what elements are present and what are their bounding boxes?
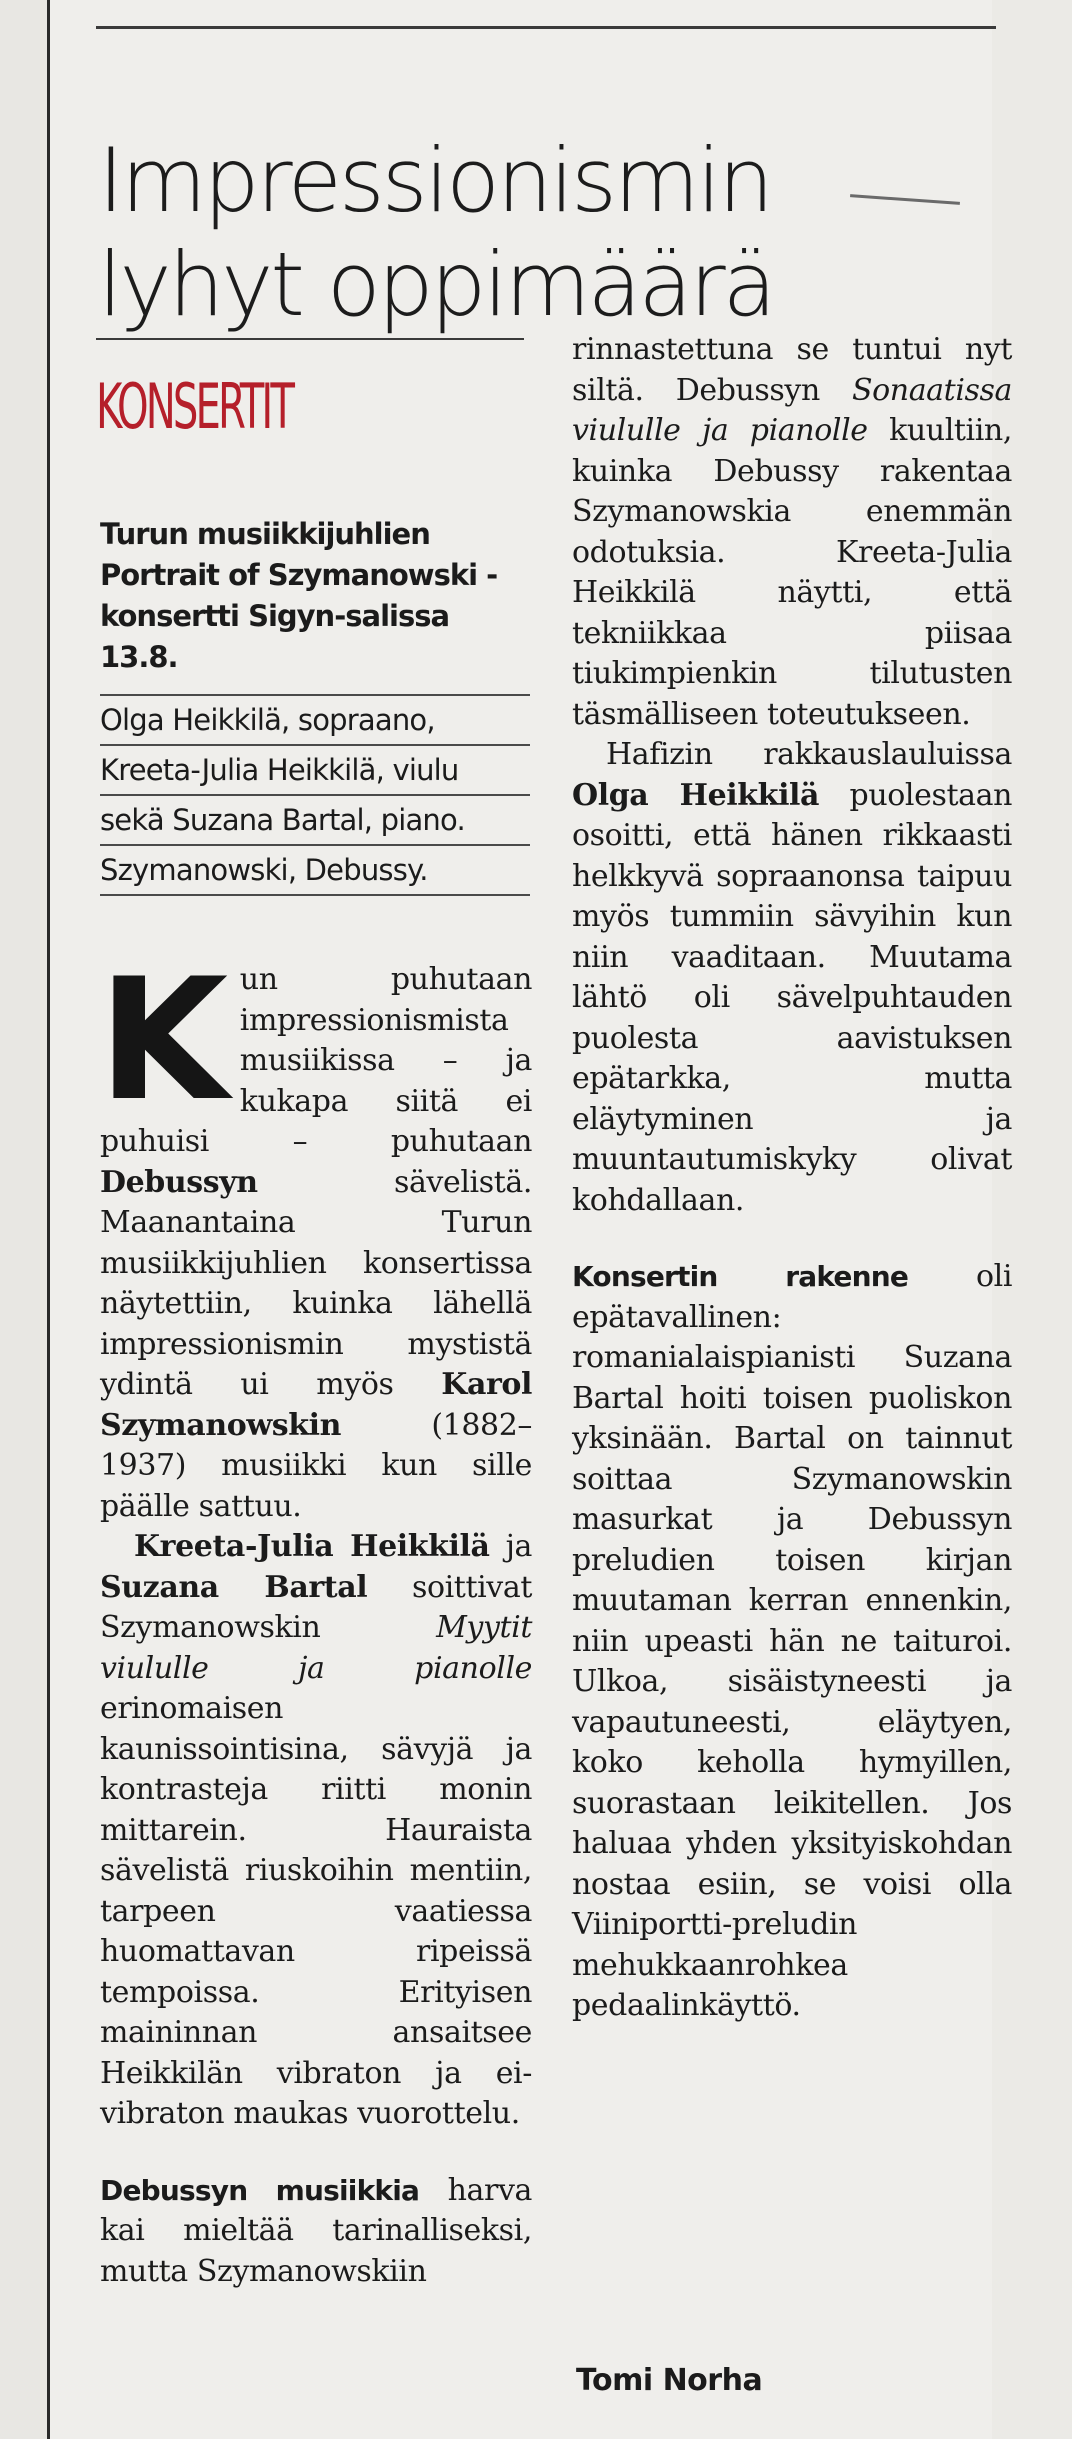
body-column-2 — [572, 330, 1012, 2027]
work-title: Myytit viululle ja pianolle — [100, 1610, 532, 1686]
text-run: erinomaisen kaunissointisina, sävyjä ja kontrasteja riitti monin mittarein. Hauraista sävelistä riuskoihin mentiin, tarpeen vaatiessa huomattavan ripeissä tempoissa. Erityisen maininnan ansaitsee Heikkilän vibraton ja ei-vibraton maukas vuorottelu. — [100, 1691, 532, 2131]
name-debussy: Debussyn — [100, 1164, 258, 1200]
performer-line: Kreeta-Julia Heikkilä, viulu — [100, 744, 530, 794]
performer-line: Szymanowski, Debussy. — [100, 844, 530, 896]
name-kreeta-julia: Kreeta-Julia Heikkilä — [134, 1529, 490, 1564]
body-column-1 — [98, 942, 532, 2292]
text-run: sävelistä. Maanantaina Turun musiikkijuhlien konsertissa näytettiin, kuinka lähellä impressionismin mystistä ydintä ui myös — [100, 1164, 532, 1402]
top-rule — [96, 26, 996, 29]
name-szymanowski: Karol Szymanowskin — [100, 1367, 532, 1443]
author-byline: Tomi Norha — [576, 2363, 763, 2398]
headline-line-2: lyhyt oppimäärä — [98, 232, 774, 336]
paragraph-myytit — [100, 1527, 532, 2135]
paragraph-lead: Debussyn musiikkia — [100, 2173, 420, 2207]
text-run: puolestaan osoitti, että hänen rikkaasti helkkyvä sopraanonsa taipuu myös tummiin sävyihin kun niin vaaditaan. Muutama lähtö oli sävelpuhtauden puolesta aavistuksen epätarkka, mutta eläytyminen ja muuntautumiskyky olivat kohdallaan. — [572, 777, 1012, 1218]
event-info: Turun musiikkijuhlien Portrait of Szymanowski -konsertti Sigyn-salissa 13.8. — [100, 517, 498, 674]
text-run: ja — [489, 1529, 532, 1564]
paragraph-debussy — [100, 2171, 532, 2293]
text-run: harva kai mieltää tarinalliseksi, mutta Szymanowskiin — [100, 2172, 532, 2289]
performer-line: Olga Heikkilä, sopraano, — [100, 694, 530, 744]
drop-cap: K — [98, 942, 228, 1138]
kicker-top-rule — [96, 338, 524, 340]
headline-line-1: Impressionismin — [98, 128, 771, 232]
paragraph-structure — [572, 1257, 1012, 2027]
paragraph-hafiz — [572, 735, 1012, 1221]
text-run: un puhutaan impressionismista musiikissa – ja kukapa siitä ei puhuisi – puhutaan — [100, 962, 532, 1159]
performer-line: sekä Suzana Bartal, piano. — [100, 794, 530, 844]
paragraph-lead: Konsertin rakenne — [572, 1260, 909, 1293]
text-run: (1882–1937) musiikki kun sille päälle sattuu. — [100, 1407, 532, 1524]
section-kicker: KONSERTIT — [96, 370, 293, 443]
name-suzana-bartal: Suzana Bartal — [100, 1569, 368, 1605]
text-run: rinnastettuna se tuntui nyt siltä. Debussyn — [572, 332, 1012, 408]
paragraph-intro — [98, 942, 532, 1527]
text-run: soittivat Szymanowskin — [100, 1569, 532, 1645]
performer-list — [100, 694, 530, 896]
name-olga-heikkila: Olga Heikkilä — [572, 777, 820, 813]
text-run: Hafizin rakkauslauluissa — [606, 737, 1012, 772]
headline — [98, 129, 958, 337]
paragraph-gap — [572, 1221, 1012, 1257]
text-run: kuultiin, kuinka Debussy rakentaa Szymanowskia enemmän odotuksia. Kreeta-Julia Heikkilä näytti, että tekniikkaa piisaa tiukimpienkin tilutusten täsmälliseen toteutukseen. — [572, 413, 1012, 732]
paragraph-gap — [100, 2135, 532, 2171]
text-run: oli epätavallinen: romanialaispianisti Suzana Bartal hoiti toisen puoliskon yksinään. Bartal on tainnut soittaa Szymanowskin masurkat ja Debussyn preludien toisen kirjan muutaman kerran ennenkin, niin upeasti hän ne taituroi. Ulkoa, sisäistyneesti ja vapautuneesti, eläytyen, koko keholla hymyillen, suorastaan leikitellen. Jos haluaa yhden yksityiskohdan nostaa esiin, se voisi olla Viiniportti-preludin mehukkaanrohkea pedaalinkäyttö. — [572, 1259, 1013, 2023]
left-margin-strip — [0, 0, 50, 2439]
work-title: Sonaatissa viululle ja pianolle — [572, 372, 1012, 448]
paragraph-debussy-cont — [572, 330, 1012, 735]
